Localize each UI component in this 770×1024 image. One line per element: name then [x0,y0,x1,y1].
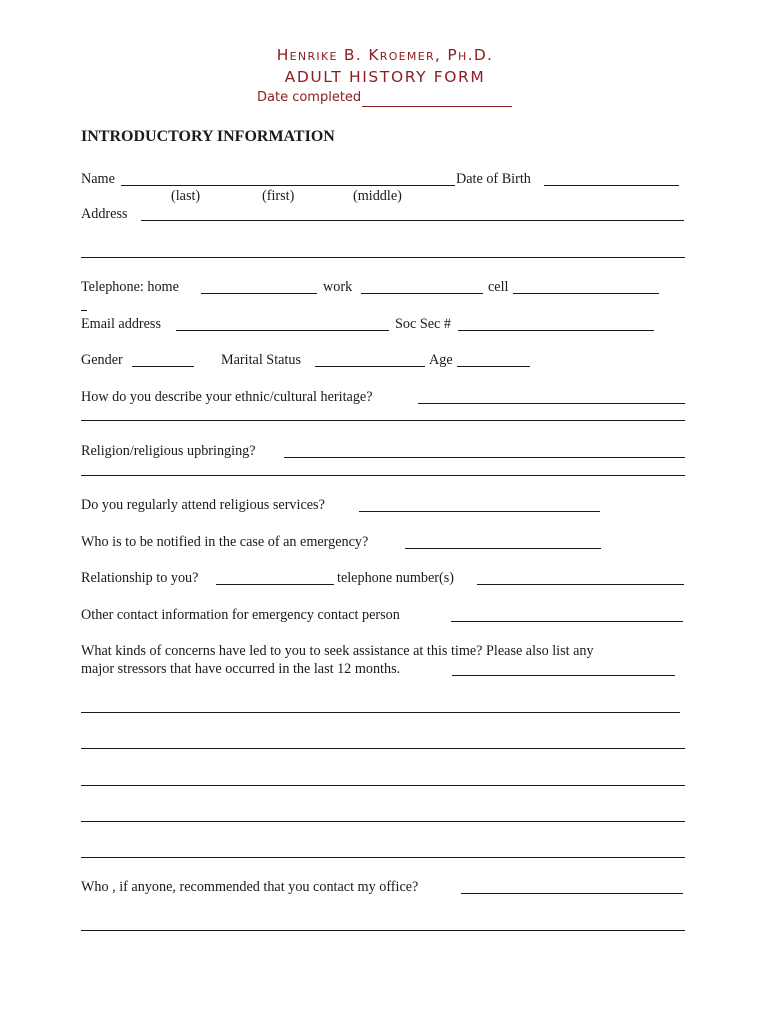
address-label: Address [81,206,128,222]
heritage-line-2[interactable] [81,420,685,421]
concerns-answer-line-4[interactable] [81,821,685,822]
emergency-contact-question: Who is to be notified in the case of an emergency? [81,534,369,550]
name-middle-caption: (middle) [353,188,402,204]
religion-line-2[interactable] [81,475,685,476]
relationship-line[interactable] [216,584,334,585]
date-completed-line[interactable] [362,106,512,107]
recommended-line-1[interactable] [461,893,683,894]
address-line-1[interactable] [141,220,684,221]
gender-label: Gender [81,352,123,368]
section-title: INTRODUCTORY INFORMATION [81,128,335,145]
attend-services-question: Do you regularly attend religious services? [81,497,325,513]
age-label: Age [429,352,453,368]
date-completed-label: Date completed [257,90,362,105]
marital-status-line[interactable] [315,366,425,367]
marital-status-label: Marital Status [221,352,301,368]
telephone-work-label: work [323,279,353,295]
name-last-caption: (last) [171,188,201,204]
telephone-numbers-label: telephone number(s) [337,570,455,586]
telephone-cell-label: cell [488,279,509,295]
name-line[interactable] [121,185,455,186]
name-label: Name [81,171,115,187]
gender-line[interactable] [132,366,194,367]
heritage-line-1[interactable] [418,403,685,404]
concerns-answer-line-1[interactable] [81,712,680,713]
emergency-contact-line[interactable] [405,548,601,549]
form-title: ADULT HISTORY FORM [284,68,486,86]
stray-mark [81,310,87,311]
other-contact-line[interactable] [451,621,683,622]
date-of-birth-label: Date of Birth [456,171,531,187]
concerns-question-line-2: major stressors that have occurred in the last 12 months. [81,661,401,677]
telephone-home-label: Telephone: home [81,279,179,295]
telephone-home-line[interactable] [201,293,317,294]
concerns-answer-line-3[interactable] [81,785,685,786]
concerns-answer-line-2[interactable] [81,748,685,749]
religion-line-1[interactable] [284,457,685,458]
recommended-question: Who , if anyone, recommended that you contact my office? [81,879,419,895]
attend-services-line[interactable] [359,511,600,512]
heritage-question: How do you describe your ethnic/cultural heritage? [81,389,373,405]
religion-question: Religion/religious upbringing? [81,443,256,459]
email-line[interactable] [176,330,389,331]
soc-sec-line[interactable] [458,330,654,331]
relationship-question: Relationship to you? [81,570,199,586]
soc-sec-label: Soc Sec # [395,316,451,332]
concerns-answer-line-5[interactable] [81,857,685,858]
other-contact-question: Other contact information for emergency contact person [81,607,400,623]
name-first-caption: (first) [262,188,295,204]
date-of-birth-line[interactable] [544,185,679,186]
concerns-answer-line-0[interactable] [452,675,675,676]
concerns-question-line-1: What kinds of concerns have led to you to seek assistance at this time? Please also list any [81,643,594,659]
recommended-line-2[interactable] [81,930,685,931]
practitioner-name: Henrike B. Kroemer, Ph.D. [276,46,494,64]
telephone-work-line[interactable] [361,293,483,294]
telephone-numbers-line[interactable] [477,584,684,585]
age-line[interactable] [457,366,530,367]
email-label: Email address [81,316,161,332]
telephone-cell-line[interactable] [513,293,659,294]
address-line-2[interactable] [81,257,685,258]
